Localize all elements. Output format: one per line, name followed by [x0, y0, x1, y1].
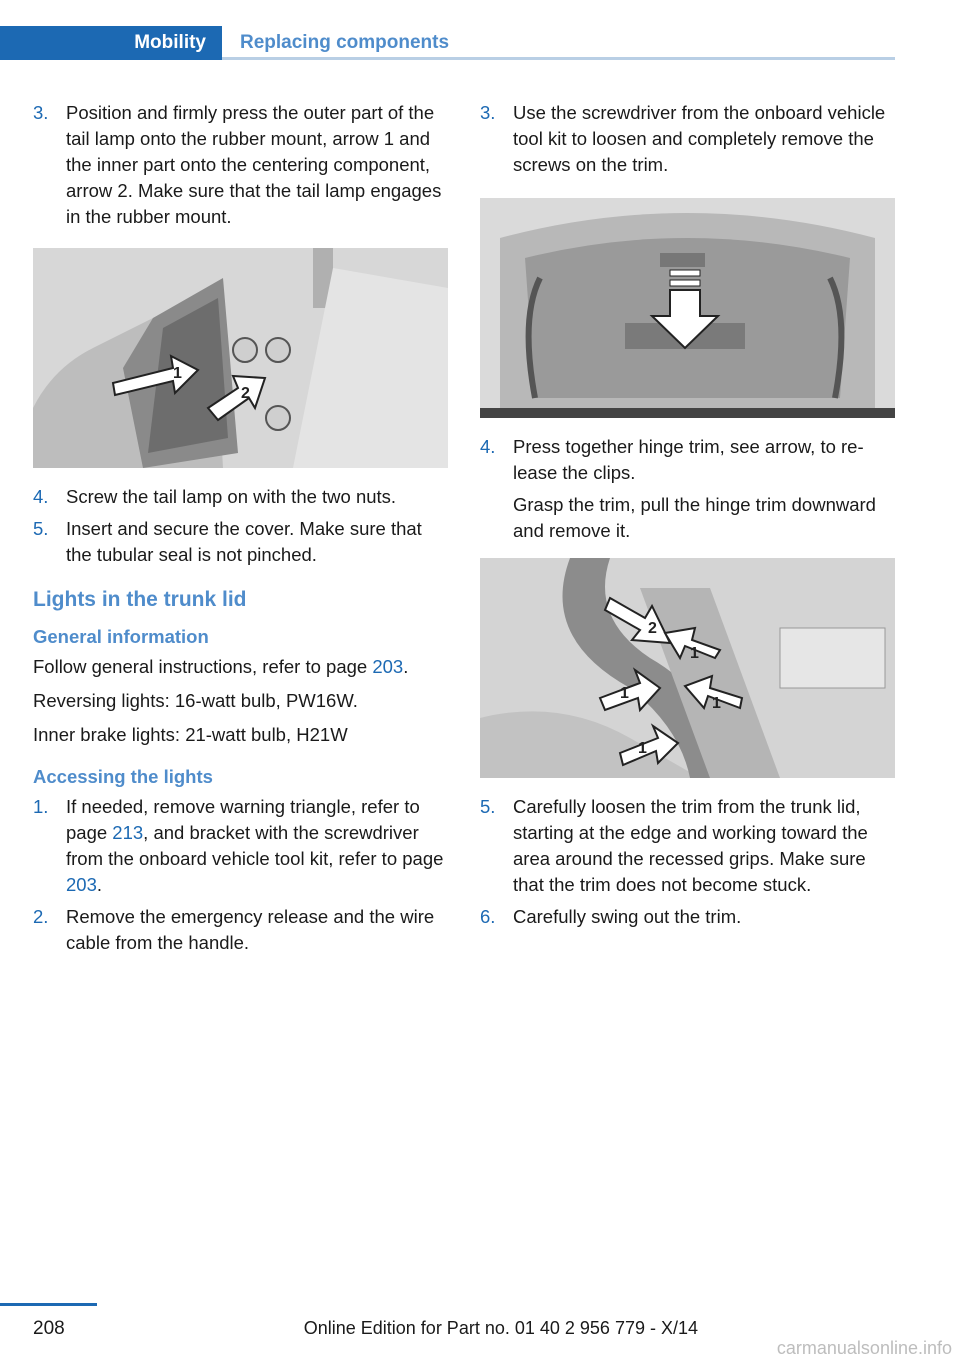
subsection-tab[interactable]: Replacing components	[240, 32, 450, 53]
step-5-loosen-trim	[480, 794, 895, 898]
step-5-cover	[33, 516, 448, 568]
footer-rule	[0, 1303, 97, 1306]
step-3-screws	[480, 100, 895, 178]
step-text: Press together hinge trim, see arrow, to release the clips.	[513, 436, 864, 483]
step-text: Use the screwdriver from the onboard vehicle tool kit to loosen and completely remove the screws on the trim.	[513, 102, 886, 175]
step-6-swing-out	[480, 904, 895, 930]
section-heading: Lights in the trunk lid	[33, 588, 247, 611]
svg-text:1: 1	[638, 740, 647, 757]
step-text: Carefully swing out the trim.	[513, 906, 742, 927]
page-link[interactable]: 203	[372, 656, 404, 677]
svg-text:2: 2	[648, 620, 657, 637]
svg-text:1: 1	[690, 645, 699, 662]
step-text: Position and firmly press the outer part of the tail lamp onto the rubber mount, arrow 1 and the inner part onto the centering component, arrow 2. Make sure that the tail lamp engages in the rubber mount.	[66, 102, 442, 227]
page-header	[0, 26, 895, 60]
access-step-2	[33, 904, 448, 956]
arrow-label-1: 1	[173, 365, 182, 382]
general-info-text: Follow general instructions, refer to page 203.	[33, 656, 409, 677]
step-4-screw	[33, 484, 448, 510]
arrow-label-2: 2	[241, 385, 250, 402]
step-number: 5.	[480, 796, 496, 817]
accessing-lights-heading: Accessing the lights	[33, 766, 213, 787]
page-link[interactable]: 213	[112, 822, 144, 843]
step-text: Carefully loosen the trim from the trunk lid, starting at the edge and working toward the area around the recessed grips. Make sure that the trim does not become stuck.	[513, 796, 868, 895]
edition-text: Online Edition for Part no. 01 40 2 956 779 - X/14	[303, 1318, 698, 1338]
step-number: 5.	[33, 518, 49, 539]
step-number: 2.	[33, 906, 49, 927]
step-text: Screw the tail lamp on with the two nuts.	[66, 486, 397, 507]
step-3-tail-lamp	[33, 100, 448, 230]
step-text: Insert and secure the cover. Make sure that the tubular seal is not pinched.	[66, 518, 422, 565]
left-column	[33, 100, 448, 962]
hinge-trim-illustration	[480, 558, 895, 778]
step-number: 6.	[480, 906, 496, 927]
page-number: 208	[33, 1318, 65, 1339]
step-number: 4.	[33, 486, 49, 507]
trunk-lid-trim-illustration	[480, 198, 895, 418]
step-number: 3.	[480, 102, 496, 123]
step-number: 1.	[33, 796, 49, 817]
step-number: 4.	[480, 436, 496, 457]
section-tab[interactable]: Mobility	[0, 26, 222, 60]
step-number: 3.	[33, 102, 49, 123]
step-text-continued: Grasp the trim, pull the hinge trim downward and remove it.	[513, 494, 876, 541]
reversing-lights-text: Reversing lights: 16-watt bulb, PW16W.	[33, 690, 358, 711]
svg-text:1: 1	[620, 685, 629, 702]
access-step-1	[33, 794, 448, 898]
tail-lamp-illustration	[33, 248, 448, 468]
step-text: If needed, remove warning triangle, refer to page 213, and bracket with the screwdriver from the onboard vehicle tool kit, refer to page 203.	[66, 796, 444, 895]
general-info-heading: General information	[33, 626, 209, 647]
svg-text:1: 1	[712, 695, 721, 712]
page-link[interactable]: 203	[66, 874, 97, 895]
step-text: Remove the emergency release and the wire cable from the handle.	[66, 906, 435, 953]
inner-brake-lights-text: Inner brake lights: 21-watt bulb, H21W	[33, 724, 348, 745]
right-column	[480, 100, 895, 936]
step-4-hinge-trim	[480, 434, 895, 544]
watermark: carmanualsonline.info	[776, 1338, 952, 1358]
header-rule	[222, 57, 895, 60]
